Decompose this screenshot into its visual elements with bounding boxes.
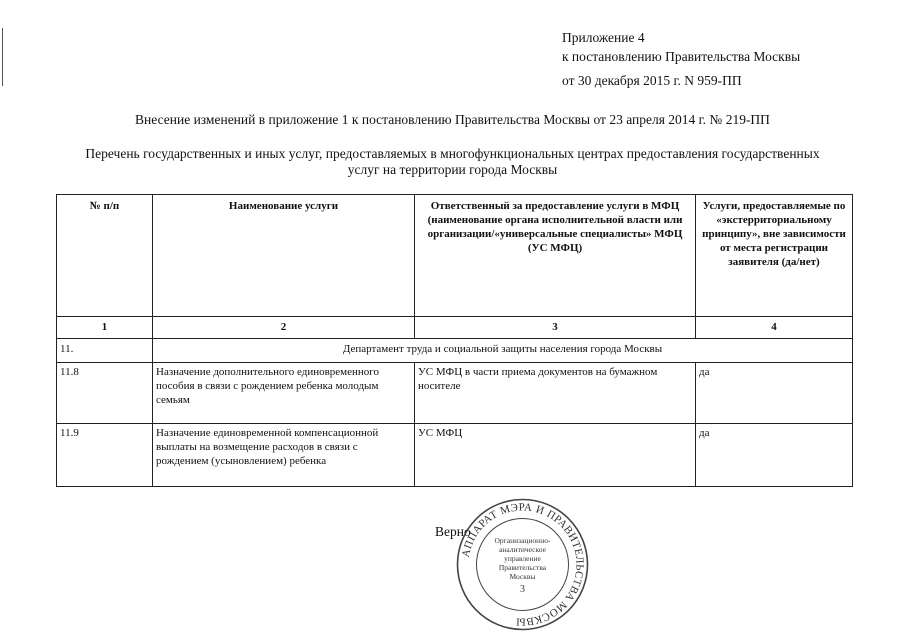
row-responsible: УС МФЦ в части приема документов на бумажном носителе (415, 363, 696, 424)
header-responsible: Ответственный за предоставление услуги в МФЦ (наименование органа исполнительной власти или организации/«универсальные специалисты» МФЦ (УС МФЦ) (415, 195, 696, 317)
header-number: № п/п (57, 195, 153, 317)
column-number: 4 (696, 317, 853, 339)
table-row (57, 424, 853, 487)
row-extraterritorial: да (696, 424, 853, 487)
stamp-center-line: Организационно- (494, 536, 551, 545)
column-number: 2 (153, 317, 415, 339)
stamp-center-line: Москвы (509, 572, 536, 581)
row-service-name: Назначение единовременной компенсационной выплаты на возмещение расходов в связи с рождением (усыновлением) ребенка (153, 424, 415, 487)
department-name: Департамент труда и социальной защиты населения города Москвы (153, 339, 853, 363)
stamp-center-line: управление (504, 554, 541, 563)
column-number: 3 (415, 317, 696, 339)
stamp-center-line: аналитическое (499, 545, 546, 554)
official-stamp-icon (455, 497, 590, 632)
row-number: 11.8 (57, 363, 153, 424)
amendment-subtitle: Внесение изменений в приложение 1 к постановлению Правительства Москвы от 23 апреля 2014 г. № 219-ПП (135, 112, 770, 127)
stamp-number: 3 (520, 584, 525, 595)
header-service-name: Наименование услуги (153, 195, 415, 317)
department-number: 11. (57, 339, 153, 363)
list-title: Перечень государственных и иных услуг, предоставляемых в многофункциональных центрах предоставления государственных услуг на территории города Москвы (85, 146, 820, 177)
stamp-center-line: Правительства (498, 563, 547, 572)
appendix-header (562, 28, 800, 90)
appendix-number: Приложение 4 (562, 30, 645, 45)
table-row (57, 363, 853, 424)
services-table (56, 194, 853, 487)
column-number: 1 (57, 317, 153, 339)
row-number: 11.9 (57, 424, 153, 487)
appendix-date: от 30 декабря 2015 г. N 959-ПП (562, 73, 742, 88)
row-service-name: Назначение дополнительного единовременного пособия в связи с рождением ребенка молодым семьям (153, 363, 415, 424)
stamp-ring-text: АППАРАТ МЭРА И ПРАВИТЕЛЬСТВА МОСКВЫ (459, 501, 586, 628)
row-responsible: УС МФЦ (415, 424, 696, 487)
table-header-row (57, 195, 853, 317)
column-number-row (57, 317, 853, 339)
verno-certification: Верно (435, 524, 471, 539)
department-row (57, 339, 853, 363)
page-edge-mark (2, 28, 3, 86)
row-extraterritorial: да (696, 363, 853, 424)
appendix-decree: к постановлению Правительства Москвы (562, 49, 801, 64)
header-extraterritorial: Услуги, предоставляемые по «экстерриториальному принципу», вне зависимости от места регистрации заявителя (да/нет) (696, 195, 853, 317)
